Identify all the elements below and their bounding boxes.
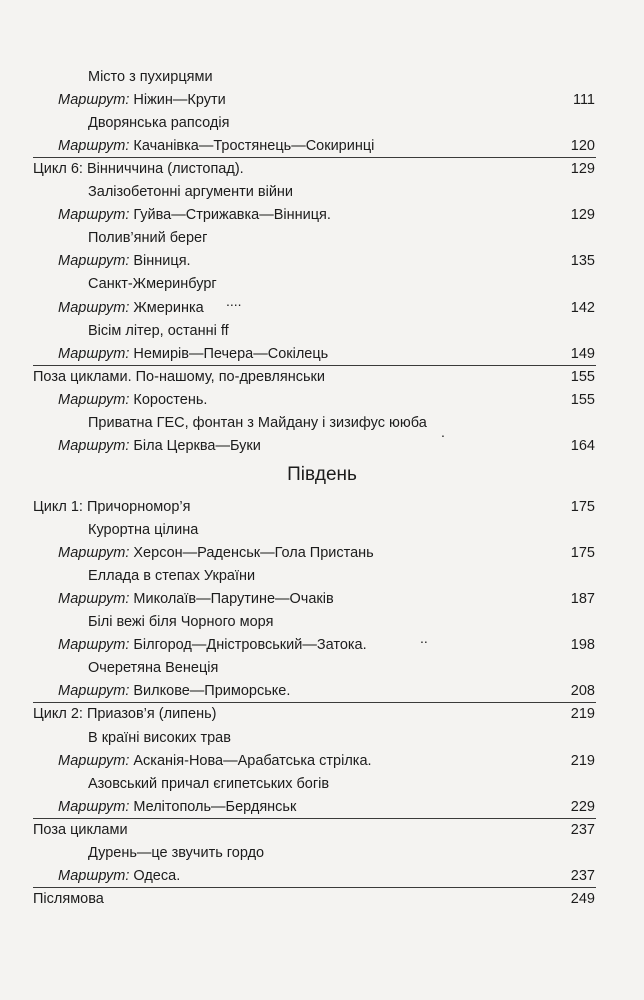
route-label: Маршрут: — [58, 545, 130, 562]
toc-entry-text — [88, 773, 329, 795]
toc-entry-title: Полив’яний берег — [88, 230, 208, 247]
route-label: Маршрут: — [58, 683, 130, 700]
toc-section-row — [0, 158, 644, 180]
toc-route-row — [0, 343, 644, 365]
toc-entry-title: Жмеринка — [133, 299, 204, 316]
route-label: Маршрут: — [58, 207, 130, 224]
page-number: 237 — [570, 867, 595, 884]
toc-entry-text — [33, 158, 244, 180]
toc-entry-title: Вінниця. — [133, 253, 191, 270]
page-number: 219 — [570, 706, 595, 723]
toc-entry-title: Цикл 2: Приазов’я (липень) — [33, 706, 217, 723]
page-number: 129 — [570, 207, 595, 224]
route-label: Маршрут: — [58, 591, 130, 608]
toc-entry-title: Асканія-Нова—Арабатська стрілка. — [133, 752, 372, 769]
toc-entry-text — [58, 250, 191, 272]
toc-entry-title: Одеса. — [133, 867, 181, 884]
toc-entry-title: Цикл 1: Причорномор’я — [33, 499, 191, 515]
toc-entry-title: Очеретяна Венеція — [88, 660, 219, 677]
toc-route-row — [0, 588, 644, 610]
toc-entry-title: Мелітополь—Бердянськ — [133, 798, 297, 815]
toc-entry-text — [33, 888, 104, 910]
page-number: 208 — [570, 683, 595, 700]
toc-entry-title: Вісім літер, останні ff — [88, 322, 229, 339]
toc-entry-text — [88, 565, 255, 587]
toc-entry-text — [58, 796, 296, 818]
page-number: 229 — [570, 798, 595, 815]
toc-entry-text — [88, 412, 427, 434]
toc-entry-text — [58, 865, 180, 887]
toc-entry-text — [58, 435, 261, 457]
toc-chapter-row — [0, 519, 644, 541]
toc-section-row — [0, 888, 644, 910]
toc-entry-text — [88, 657, 218, 679]
toc-entry-text — [33, 366, 325, 388]
section-heading: Південь — [287, 464, 357, 485]
toc-chapter-row — [0, 773, 644, 795]
toc-entry-title: Біла Церква—Буки — [133, 437, 261, 454]
toc-entry-text — [88, 181, 293, 203]
toc-route-row — [0, 796, 644, 818]
toc-entry-title: Поза циклами. По-нашому, по-древлянськи — [33, 368, 325, 385]
toc-entry-title: Дворянська рапсодія — [88, 115, 230, 132]
toc-entry-title: Залізобетонні аргументи війни — [88, 184, 294, 201]
page-number: 198 — [570, 637, 595, 654]
toc-entry-title: Херсон—Раденськ—Гола Пристань — [133, 545, 374, 562]
toc-chapter-row — [0, 273, 644, 295]
route-label: Маршрут: — [58, 867, 130, 884]
toc-route-row — [0, 634, 644, 656]
page-number: 237 — [570, 821, 595, 838]
toc-entry-title: Післямова — [33, 890, 104, 907]
page-number: 111 — [572, 92, 595, 109]
toc-route-row — [0, 204, 644, 226]
toc-entry-text — [58, 297, 204, 319]
page-number: 120 — [570, 138, 595, 155]
toc-section-row — [0, 703, 644, 725]
route-label: Маршрут: — [58, 637, 130, 654]
page-number: 175 — [570, 499, 595, 515]
toc-entry-text — [33, 496, 190, 518]
route-label: Маршрут: — [58, 299, 130, 316]
route-label: Маршрут: — [58, 798, 130, 815]
toc-section-row — [0, 819, 644, 841]
toc-entry-title: Дурень—це звучить гордо — [88, 844, 265, 861]
toc-entry-title: Коростень. — [133, 391, 208, 408]
toc-route-row — [0, 542, 644, 564]
toc-entry-text — [58, 680, 290, 702]
route-label: Маршрут: — [58, 92, 130, 109]
toc-section-row — [0, 366, 644, 388]
toc-entry-title: Гуйва—Стрижавка—Вінниця. — [133, 207, 331, 224]
toc-entry-text — [88, 611, 273, 633]
toc-chapter-row — [0, 112, 644, 134]
toc-chapter-row — [0, 657, 644, 679]
page-number: 135 — [570, 253, 595, 270]
toc-entry-text — [58, 389, 207, 411]
toc-entry-text — [58, 750, 372, 772]
page-number: 187 — [570, 591, 595, 608]
toc-entry-title: Вилкове—Приморське. — [133, 683, 291, 700]
toc-route-row — [0, 435, 644, 457]
toc-entry-title: Приватна ГЕС, фонтан з Майдану і зизифус ююба — [88, 414, 427, 431]
route-label: Маршрут: — [58, 345, 130, 362]
toc-section-row — [0, 496, 644, 518]
toc-entry-title: Курортна цілина — [88, 522, 199, 539]
page-number: 219 — [570, 752, 595, 769]
stray-dots: .... — [226, 293, 242, 309]
toc-entry-title: Ніжин—Крути — [133, 92, 226, 109]
toc-route-row — [0, 389, 644, 411]
toc-entry-title: Качанівка—Тростянець—Сокиринці — [133, 138, 375, 155]
page-number: 175 — [570, 545, 595, 562]
route-label: Маршрут: — [58, 437, 130, 454]
toc-entry-text — [58, 204, 331, 226]
route-label: Маршрут: — [58, 138, 130, 155]
toc-route-row — [0, 680, 644, 702]
toc-entry-text — [33, 819, 128, 841]
toc-route-row — [0, 297, 644, 319]
route-label: Маршрут: — [58, 752, 130, 769]
page-number: 129 — [570, 161, 595, 178]
toc-chapter-row — [0, 412, 644, 434]
page-number: 149 — [570, 345, 595, 362]
page-number: 164 — [570, 437, 595, 454]
toc-entry-text — [88, 519, 198, 541]
toc-chapter-row — [0, 320, 644, 342]
toc-chapter-row — [0, 66, 644, 88]
toc-chapter-row — [0, 181, 644, 203]
toc-entry-text — [88, 842, 264, 864]
page-number: 155 — [570, 391, 595, 408]
toc-entry-text — [58, 634, 367, 656]
toc-route-row — [0, 135, 644, 157]
toc-chapter-row — [0, 842, 644, 864]
toc-entry-title: Місто з пухирцями — [88, 69, 213, 85]
stray-dot: . — [441, 424, 445, 440]
toc-entry-text — [58, 588, 334, 610]
toc-entry-title: Миколаїв—Парутине—Очаків — [133, 591, 334, 608]
toc-entry-text — [88, 320, 229, 342]
route-label: Маршрут: — [58, 391, 130, 408]
toc-entry-title: Цикл 6: Вінниччина (листопад). — [33, 161, 244, 178]
toc-route-row — [0, 89, 644, 111]
toc-entry-text — [58, 89, 226, 111]
toc-entry-title: Білі вежі біля Чорного моря — [88, 614, 274, 631]
toc-entry-text — [33, 703, 216, 725]
toc-entry-text — [88, 112, 229, 134]
toc-entry-title: В країні високих трав — [88, 729, 231, 746]
toc-entry-text — [88, 227, 207, 249]
toc-route-row — [0, 750, 644, 772]
route-label: Маршрут: — [58, 253, 130, 270]
toc-route-row — [0, 865, 644, 887]
toc-entry-title: Білгород—Дністровський—Затока. — [133, 637, 367, 654]
toc-chapter-row — [0, 565, 644, 587]
toc-entry-title: Еллада в степах України — [88, 568, 256, 585]
toc-entry-text — [58, 343, 328, 365]
toc-entry-title: Поза циклами — [33, 821, 128, 838]
stray-dots: .. — [420, 630, 428, 646]
toc-entry-text — [88, 66, 213, 88]
toc-entry-text — [88, 727, 231, 749]
toc-entry-title: Азовський причал єгипетських богів — [88, 775, 330, 792]
toc-route-row — [0, 250, 644, 272]
toc-chapter-row — [0, 611, 644, 633]
page-number: 155 — [570, 368, 595, 385]
toc-chapter-row — [0, 727, 644, 749]
page-number: 142 — [570, 299, 595, 316]
toc-entry-title: Санкт-Жмеринбург — [88, 276, 217, 293]
toc-entry-text — [88, 273, 217, 295]
toc-entry-text — [58, 135, 374, 157]
toc-chapter-row — [0, 227, 644, 249]
page-number: 249 — [570, 890, 595, 907]
toc-entry-title: Немирів—Печера—Сокілець — [133, 345, 329, 362]
toc-entry-text — [58, 542, 374, 564]
